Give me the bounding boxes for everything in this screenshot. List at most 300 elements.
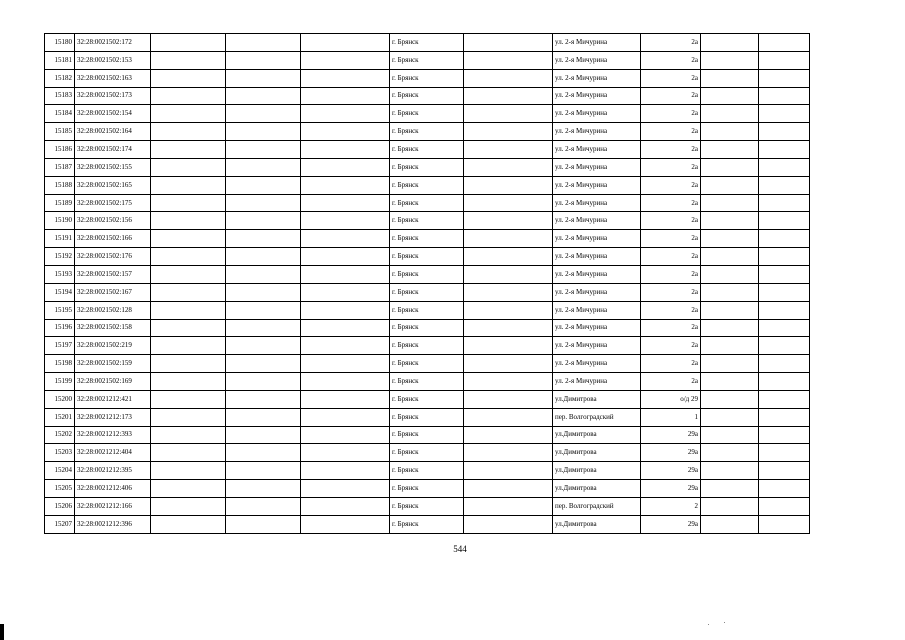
empty-cell — [759, 212, 810, 230]
cadastral-number-cell: 32:28:0021502:156 — [75, 212, 151, 230]
empty-cell — [301, 319, 390, 337]
table-row — [45, 141, 810, 159]
empty-cell — [301, 158, 390, 176]
cadastral-number-cell: 32:28:0021502:159 — [75, 355, 151, 373]
house-number-cell: 2а — [641, 176, 701, 194]
empty-cell — [151, 373, 226, 391]
house-number-cell: 2а — [641, 373, 701, 391]
empty-cell — [759, 265, 810, 283]
empty-cell — [759, 301, 810, 319]
empty-cell — [701, 390, 759, 408]
city-cell: г. Брянск — [390, 444, 464, 462]
empty-cell — [464, 212, 553, 230]
empty-cell — [226, 248, 301, 266]
cadastral-number-cell: 32:28:0021502:175 — [75, 194, 151, 212]
cadastral-number-cell: 32:28:0021502:174 — [75, 141, 151, 159]
empty-cell — [226, 301, 301, 319]
table-row — [45, 87, 810, 105]
record-number-cell: 15182 — [45, 69, 75, 87]
empty-cell — [701, 141, 759, 159]
cadastral-number-cell: 32:28:0021502:128 — [75, 301, 151, 319]
empty-cell — [301, 283, 390, 301]
record-number-cell: 15186 — [45, 141, 75, 159]
empty-cell — [701, 51, 759, 69]
empty-cell — [226, 194, 301, 212]
empty-cell — [151, 301, 226, 319]
city-cell: г. Брянск — [390, 462, 464, 480]
table-row — [45, 105, 810, 123]
empty-cell — [759, 248, 810, 266]
record-number-cell: 15187 — [45, 158, 75, 176]
record-number-cell: 15197 — [45, 337, 75, 355]
empty-cell — [759, 87, 810, 105]
registry-table-body — [45, 34, 810, 534]
empty-cell — [226, 355, 301, 373]
house-number-cell: 2а — [641, 123, 701, 141]
street-cell: ул. 2-я Мичурина — [553, 123, 641, 141]
cadastral-number-cell: 32:28:0021502:164 — [75, 123, 151, 141]
city-cell: г. Брянск — [390, 373, 464, 391]
city-cell: г. Брянск — [390, 265, 464, 283]
record-number-cell: 15198 — [45, 355, 75, 373]
table-row — [45, 515, 810, 533]
empty-cell — [151, 426, 226, 444]
empty-cell — [301, 123, 390, 141]
empty-cell — [464, 390, 553, 408]
house-number-cell: 2а — [641, 337, 701, 355]
empty-cell — [759, 51, 810, 69]
city-cell: г. Брянск — [390, 337, 464, 355]
empty-cell — [701, 123, 759, 141]
record-number-cell: 15203 — [45, 444, 75, 462]
table-row — [45, 212, 810, 230]
cadastral-number-cell: 32:28:0021212:406 — [75, 480, 151, 498]
record-number-cell: 15188 — [45, 176, 75, 194]
empty-cell — [226, 408, 301, 426]
table-row — [45, 301, 810, 319]
empty-cell — [301, 141, 390, 159]
table-row — [45, 176, 810, 194]
street-cell: ул. 2-я Мичурина — [553, 34, 641, 52]
empty-cell — [151, 265, 226, 283]
empty-cell — [701, 69, 759, 87]
empty-cell — [226, 283, 301, 301]
empty-cell — [151, 194, 226, 212]
empty-cell — [151, 158, 226, 176]
street-cell: ул. 2-я Мичурина — [553, 319, 641, 337]
cadastral-number-cell: 32:28:0021212:166 — [75, 497, 151, 515]
city-cell: г. Брянск — [390, 176, 464, 194]
empty-cell — [301, 301, 390, 319]
street-cell: ул. 2-я Мичурина — [553, 105, 641, 123]
empty-cell — [464, 355, 553, 373]
empty-cell — [151, 105, 226, 123]
house-number-cell: 29а — [641, 462, 701, 480]
table-row — [45, 462, 810, 480]
empty-cell — [301, 390, 390, 408]
empty-cell — [151, 212, 226, 230]
house-number-cell: 2а — [641, 105, 701, 123]
table-row — [45, 390, 810, 408]
empty-cell — [226, 497, 301, 515]
city-cell: г. Брянск — [390, 408, 464, 426]
empty-cell — [151, 87, 226, 105]
street-cell: ул.Димитрова — [553, 462, 641, 480]
house-number-cell: 2а — [641, 34, 701, 52]
empty-cell — [301, 248, 390, 266]
city-cell: г. Брянск — [390, 51, 464, 69]
empty-cell — [464, 87, 553, 105]
empty-cell — [464, 69, 553, 87]
street-cell: ул.Димитрова — [553, 390, 641, 408]
empty-cell — [226, 426, 301, 444]
empty-cell — [701, 462, 759, 480]
table-row — [45, 283, 810, 301]
empty-cell — [301, 69, 390, 87]
cadastral-number-cell: 32:28:0021502:157 — [75, 265, 151, 283]
table-row — [45, 248, 810, 266]
empty-cell — [759, 462, 810, 480]
empty-cell — [301, 105, 390, 123]
city-cell: г. Брянск — [390, 426, 464, 444]
empty-cell — [226, 319, 301, 337]
house-number-cell: 2а — [641, 212, 701, 230]
table-row — [45, 373, 810, 391]
empty-cell — [759, 319, 810, 337]
empty-cell — [151, 480, 226, 498]
record-number-cell: 15192 — [45, 248, 75, 266]
table-row — [45, 69, 810, 87]
record-number-cell: 15185 — [45, 123, 75, 141]
empty-cell — [464, 230, 553, 248]
empty-cell — [226, 480, 301, 498]
city-cell: г. Брянск — [390, 69, 464, 87]
empty-cell — [151, 123, 226, 141]
empty-cell — [759, 141, 810, 159]
house-number-cell: 2а — [641, 158, 701, 176]
street-cell: ул. 2-я Мичурина — [553, 194, 641, 212]
city-cell: г. Брянск — [390, 248, 464, 266]
street-cell: ул. 2-я Мичурина — [553, 337, 641, 355]
street-cell: ул. 2-я Мичурина — [553, 51, 641, 69]
empty-cell — [226, 515, 301, 533]
empty-cell — [759, 426, 810, 444]
empty-cell — [464, 158, 553, 176]
empty-cell — [701, 426, 759, 444]
empty-cell — [759, 515, 810, 533]
empty-cell — [151, 515, 226, 533]
empty-cell — [759, 480, 810, 498]
cadastral-number-cell: 32:28:0021502:165 — [75, 176, 151, 194]
table-row — [45, 158, 810, 176]
empty-cell — [701, 373, 759, 391]
empty-cell — [226, 390, 301, 408]
empty-cell — [464, 194, 553, 212]
empty-cell — [464, 515, 553, 533]
cadastral-number-cell: 32:28:0021502:219 — [75, 337, 151, 355]
empty-cell — [301, 212, 390, 230]
page-number: 544 — [453, 544, 467, 554]
empty-cell — [464, 283, 553, 301]
empty-cell — [301, 51, 390, 69]
cadastral-number-cell: 32:28:0021212:395 — [75, 462, 151, 480]
record-number-cell: 15195 — [45, 301, 75, 319]
empty-cell — [464, 337, 553, 355]
empty-cell — [701, 34, 759, 52]
house-number-cell: 29а — [641, 426, 701, 444]
empty-cell — [759, 390, 810, 408]
empty-cell — [226, 462, 301, 480]
empty-cell — [701, 355, 759, 373]
empty-cell — [226, 176, 301, 194]
empty-cell — [759, 105, 810, 123]
street-cell: ул. 2-я Мичурина — [553, 265, 641, 283]
empty-cell — [301, 265, 390, 283]
record-number-cell: 15207 — [45, 515, 75, 533]
empty-cell — [759, 194, 810, 212]
table-row — [45, 123, 810, 141]
empty-cell — [464, 462, 553, 480]
empty-cell — [301, 230, 390, 248]
cadastral-number-cell: 32:28:0021212:173 — [75, 408, 151, 426]
cadastral-number-cell: 32:28:0021502:154 — [75, 105, 151, 123]
street-cell: ул.Димитрова — [553, 426, 641, 444]
empty-cell — [464, 34, 553, 52]
empty-cell — [701, 497, 759, 515]
empty-cell — [301, 355, 390, 373]
empty-cell — [759, 158, 810, 176]
city-cell: г. Брянск — [390, 301, 464, 319]
cadastral-number-cell: 32:28:0021212:393 — [75, 426, 151, 444]
house-number-cell: 2а — [641, 69, 701, 87]
empty-cell — [151, 355, 226, 373]
record-number-cell: 15180 — [45, 34, 75, 52]
empty-cell — [701, 444, 759, 462]
empty-cell — [464, 141, 553, 159]
empty-cell — [301, 176, 390, 194]
empty-cell — [151, 390, 226, 408]
empty-cell — [151, 230, 226, 248]
cadastral-number-cell: 32:28:0021502:155 — [75, 158, 151, 176]
empty-cell — [701, 480, 759, 498]
empty-cell — [759, 230, 810, 248]
table-row — [45, 426, 810, 444]
record-number-cell: 15200 — [45, 390, 75, 408]
empty-cell — [759, 34, 810, 52]
empty-cell — [759, 283, 810, 301]
empty-cell — [226, 141, 301, 159]
city-cell: г. Брянск — [390, 515, 464, 533]
empty-cell — [226, 212, 301, 230]
cadastral-number-cell: 32:28:0021212:404 — [75, 444, 151, 462]
record-number-cell: 15189 — [45, 194, 75, 212]
empty-cell — [464, 265, 553, 283]
empty-cell — [151, 497, 226, 515]
house-number-cell: 2а — [641, 319, 701, 337]
house-number-cell: 2а — [641, 51, 701, 69]
street-cell: ул. 2-я Мичурина — [553, 212, 641, 230]
empty-cell — [226, 69, 301, 87]
empty-cell — [151, 51, 226, 69]
city-cell: г. Брянск — [390, 158, 464, 176]
scan-speck — [724, 622, 725, 623]
street-cell: ул. 2-я Мичурина — [553, 283, 641, 301]
street-cell: ул. 2-я Мичурина — [553, 69, 641, 87]
cadastral-number-cell: 32:28:0021502:172 — [75, 34, 151, 52]
table-row — [45, 408, 810, 426]
empty-cell — [151, 176, 226, 194]
record-number-cell: 15194 — [45, 283, 75, 301]
scan-speck — [708, 624, 709, 625]
empty-cell — [301, 426, 390, 444]
empty-cell — [226, 105, 301, 123]
city-cell: г. Брянск — [390, 123, 464, 141]
street-cell: ул.Димитрова — [553, 444, 641, 462]
empty-cell — [464, 444, 553, 462]
cadastral-number-cell: 32:28:0021502:153 — [75, 51, 151, 69]
empty-cell — [151, 444, 226, 462]
empty-cell — [759, 408, 810, 426]
empty-cell — [301, 337, 390, 355]
street-cell: ул. 2-я Мичурина — [553, 301, 641, 319]
empty-cell — [759, 337, 810, 355]
empty-cell — [701, 301, 759, 319]
registry-table — [44, 33, 810, 534]
empty-cell — [464, 408, 553, 426]
cadastral-number-cell: 32:28:0021502:169 — [75, 373, 151, 391]
empty-cell — [701, 265, 759, 283]
record-number-cell: 15204 — [45, 462, 75, 480]
table-row — [45, 337, 810, 355]
empty-cell — [301, 34, 390, 52]
street-cell: ул. 2-я Мичурина — [553, 355, 641, 373]
empty-cell — [759, 69, 810, 87]
street-cell: ул. 2-я Мичурина — [553, 230, 641, 248]
empty-cell — [701, 337, 759, 355]
house-number-cell: о/д 29 — [641, 390, 701, 408]
empty-cell — [226, 87, 301, 105]
empty-cell — [701, 319, 759, 337]
empty-cell — [151, 283, 226, 301]
empty-cell — [701, 283, 759, 301]
house-number-cell: 2а — [641, 283, 701, 301]
street-cell: ул. 2-я Мичурина — [553, 141, 641, 159]
street-cell: пер. Волгоградский — [553, 497, 641, 515]
empty-cell — [226, 230, 301, 248]
empty-cell — [151, 141, 226, 159]
empty-cell — [151, 34, 226, 52]
street-cell: ул. 2-я Мичурина — [553, 248, 641, 266]
scan-edge-mark — [0, 624, 4, 640]
cadastral-number-cell: 32:28:0021502:163 — [75, 69, 151, 87]
table-row — [45, 230, 810, 248]
cadastral-number-cell: 32:28:0021502:158 — [75, 319, 151, 337]
street-cell: ул. 2-я Мичурина — [553, 176, 641, 194]
house-number-cell: 29а — [641, 480, 701, 498]
city-cell: г. Брянск — [390, 497, 464, 515]
empty-cell — [464, 301, 553, 319]
empty-cell — [226, 158, 301, 176]
house-number-cell: 2а — [641, 248, 701, 266]
record-number-cell: 15201 — [45, 408, 75, 426]
table-row — [45, 480, 810, 498]
house-number-cell: 2а — [641, 355, 701, 373]
house-number-cell: 2а — [641, 141, 701, 159]
cadastral-number-cell: 32:28:0021212:421 — [75, 390, 151, 408]
empty-cell — [464, 497, 553, 515]
empty-cell — [701, 87, 759, 105]
record-number-cell: 15183 — [45, 87, 75, 105]
cadastral-number-cell: 32:28:0021502:173 — [75, 87, 151, 105]
street-cell: ул.Димитрова — [553, 515, 641, 533]
table-row — [45, 34, 810, 52]
empty-cell — [464, 426, 553, 444]
empty-cell — [701, 408, 759, 426]
empty-cell — [759, 176, 810, 194]
table-row — [45, 444, 810, 462]
street-cell: пер. Волгоградский — [553, 408, 641, 426]
empty-cell — [226, 34, 301, 52]
city-cell: г. Брянск — [390, 34, 464, 52]
table-row — [45, 51, 810, 69]
house-number-cell: 1 — [641, 408, 701, 426]
empty-cell — [464, 319, 553, 337]
empty-cell — [226, 337, 301, 355]
street-cell: ул. 2-я Мичурина — [553, 373, 641, 391]
record-number-cell: 15184 — [45, 105, 75, 123]
empty-cell — [759, 373, 810, 391]
empty-cell — [301, 462, 390, 480]
empty-cell — [464, 373, 553, 391]
table-row — [45, 355, 810, 373]
city-cell: г. Брянск — [390, 480, 464, 498]
empty-cell — [701, 230, 759, 248]
empty-cell — [464, 248, 553, 266]
record-number-cell: 15202 — [45, 426, 75, 444]
empty-cell — [701, 158, 759, 176]
table-row — [45, 497, 810, 515]
house-number-cell: 2а — [641, 265, 701, 283]
empty-cell — [464, 176, 553, 194]
house-number-cell: 2а — [641, 194, 701, 212]
street-cell: ул. 2-я Мичурина — [553, 87, 641, 105]
empty-cell — [301, 194, 390, 212]
record-number-cell: 15181 — [45, 51, 75, 69]
house-number-cell: 2а — [641, 301, 701, 319]
house-number-cell: 2а — [641, 230, 701, 248]
house-number-cell: 2а — [641, 87, 701, 105]
empty-cell — [701, 194, 759, 212]
empty-cell — [701, 105, 759, 123]
table-row — [45, 319, 810, 337]
empty-cell — [464, 105, 553, 123]
cadastral-number-cell: 32:28:0021502:167 — [75, 283, 151, 301]
city-cell: г. Брянск — [390, 105, 464, 123]
cadastral-number-cell: 32:28:0021502:176 — [75, 248, 151, 266]
empty-cell — [464, 123, 553, 141]
empty-cell — [301, 444, 390, 462]
city-cell: г. Брянск — [390, 283, 464, 301]
empty-cell — [759, 355, 810, 373]
empty-cell — [226, 373, 301, 391]
record-number-cell: 15193 — [45, 265, 75, 283]
record-number-cell: 15196 — [45, 319, 75, 337]
record-number-cell: 15199 — [45, 373, 75, 391]
street-cell: ул. 2-я Мичурина — [553, 158, 641, 176]
cadastral-number-cell: 32:28:0021502:166 — [75, 230, 151, 248]
record-number-cell: 15191 — [45, 230, 75, 248]
empty-cell — [464, 51, 553, 69]
